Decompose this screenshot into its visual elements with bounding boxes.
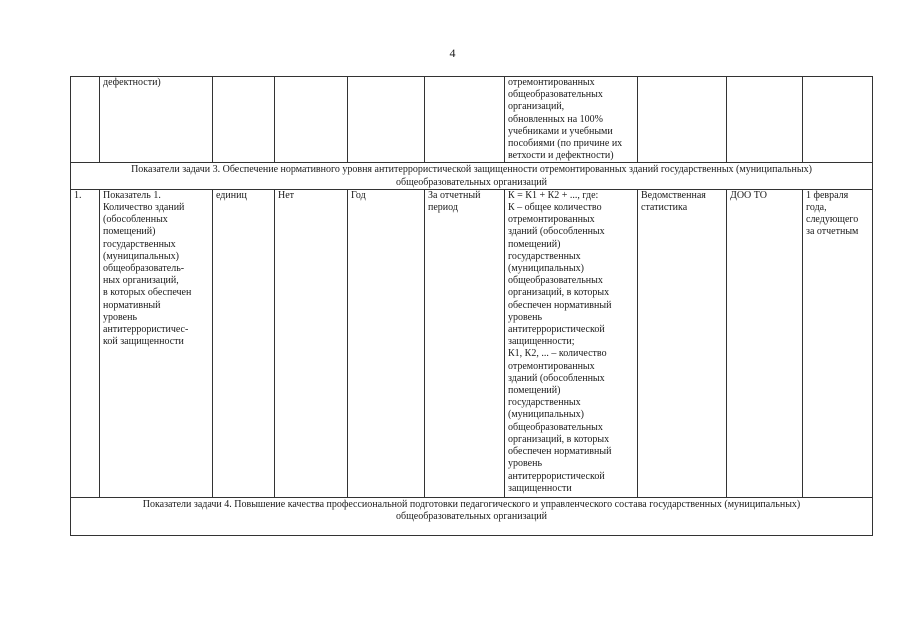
cell-responsible (727, 77, 803, 163)
formula-line: уровень (508, 458, 543, 470)
formula-line: зданий (обособленных (508, 372, 605, 384)
cell-formula (505, 77, 638, 163)
cell-indicator-type (425, 77, 505, 163)
cell-responsible: ДОО ТО (727, 189, 803, 497)
cell-cumulative: Нет (275, 189, 348, 497)
cell-frequency (348, 77, 425, 163)
formula-line: ветхости и дефектности) (508, 150, 614, 162)
cell-data-source: Ведомственная статистика (638, 189, 727, 497)
formula-line: К – общее количество (508, 202, 602, 214)
indicator-name-line: антитеррористичес- (103, 324, 189, 336)
formula-line: уровень (508, 311, 543, 323)
cell-unit (213, 77, 275, 163)
formula-line: (муниципальных) (508, 263, 584, 275)
formula-line: государственных (508, 250, 581, 262)
formula-line: К = К1 + К2 + ..., где: (508, 189, 599, 201)
cell-frequency: Год (348, 189, 425, 497)
task4-section-heading: Показатели задачи 4. Повышение качества профессиональной подготовки педагогического и управленческого состава государственных (муниципальных) общеобразовательных организаций (71, 497, 873, 535)
task3-section-heading: Показатели задачи 3. Обеспечение нормативного уровня антитеррористической защищенности отремонтированных зданий государственных (муниципальных) общеобразовательных организаций (71, 163, 873, 189)
indicator-name-line: Количество зданий (103, 202, 185, 214)
formula-line: государственных (508, 397, 581, 409)
cell-num (71, 77, 100, 163)
formula-line: общеобразовательных (508, 275, 603, 287)
cell-num: 1. (71, 189, 100, 497)
formula-line: обеспечен нормативный (508, 299, 612, 311)
indicator-name-line: уровень (103, 311, 138, 323)
indicator-name-line: кой защищенности (103, 336, 184, 348)
indicator-name-line: нормативный (103, 299, 161, 311)
formula-line: организаций, (508, 101, 565, 113)
formula-line: защищенности (508, 482, 572, 494)
formula-line: обеспечен нормативный (508, 446, 612, 458)
indicator-name-line: государственных (103, 238, 176, 250)
cell-indicator-name (100, 77, 213, 163)
cell-indicator-name (100, 189, 213, 497)
table-row-continuation (71, 77, 873, 163)
indicator-name-line: ных организаций, (103, 275, 179, 287)
formula-line: пособиями (по причине их (508, 138, 623, 150)
formula-line: помещений) (508, 238, 561, 250)
indicators-table (70, 76, 873, 536)
indicator-name-line: общеобразователь- (103, 263, 185, 275)
cell-cumulative (275, 77, 348, 163)
formula-line: общеобразовательных (508, 89, 603, 101)
formula-line: учебниками и учебными (508, 125, 613, 137)
indicator-name-line: Показатель 1. (103, 189, 161, 201)
formula-line: антитеррористической (508, 470, 605, 482)
table-row-task3-header (71, 163, 873, 189)
formula-line: (муниципальных) (508, 409, 584, 421)
cell-data-source (638, 77, 727, 163)
formula-line: отремонтированных (508, 360, 595, 372)
formula-line: организаций, в которых (508, 433, 610, 445)
formula-line: организаций, в которых (508, 287, 610, 299)
cell-formula (505, 189, 638, 497)
indicator-name-line: помещений) (103, 226, 156, 238)
formula-line: обновленных на 100% (508, 113, 603, 125)
formula-line: антитеррористической (508, 324, 605, 336)
formula-line: защищенности; (508, 336, 575, 348)
formula-line: помещений) (508, 385, 561, 397)
formula-line: общеобразовательных (508, 421, 603, 433)
formula-line: зданий (обособленных (508, 226, 605, 238)
formula-line: отремонтированных (508, 77, 595, 88)
indicator-name-line: в которых обеспечен (103, 287, 192, 299)
formula-line: отремонтированных (508, 214, 595, 226)
cell-indicator-type: За отчетный период (425, 189, 505, 497)
cell-deadline: 1 февраля года, следующего за отчетным (803, 189, 873, 497)
cell-deadline (803, 77, 873, 163)
table-row-task4-header (71, 497, 873, 535)
cell-unit: единиц (213, 189, 275, 497)
indicator-name-line: (муниципальных) (103, 250, 179, 262)
page-number: 4 (449, 46, 456, 60)
indicator-name-line: (обособленных (103, 214, 168, 226)
table-row-indicator-1 (71, 189, 873, 497)
formula-line: К1, К2, ... – количество (508, 348, 607, 360)
indicator-name-text: дефектности) (103, 77, 161, 88)
